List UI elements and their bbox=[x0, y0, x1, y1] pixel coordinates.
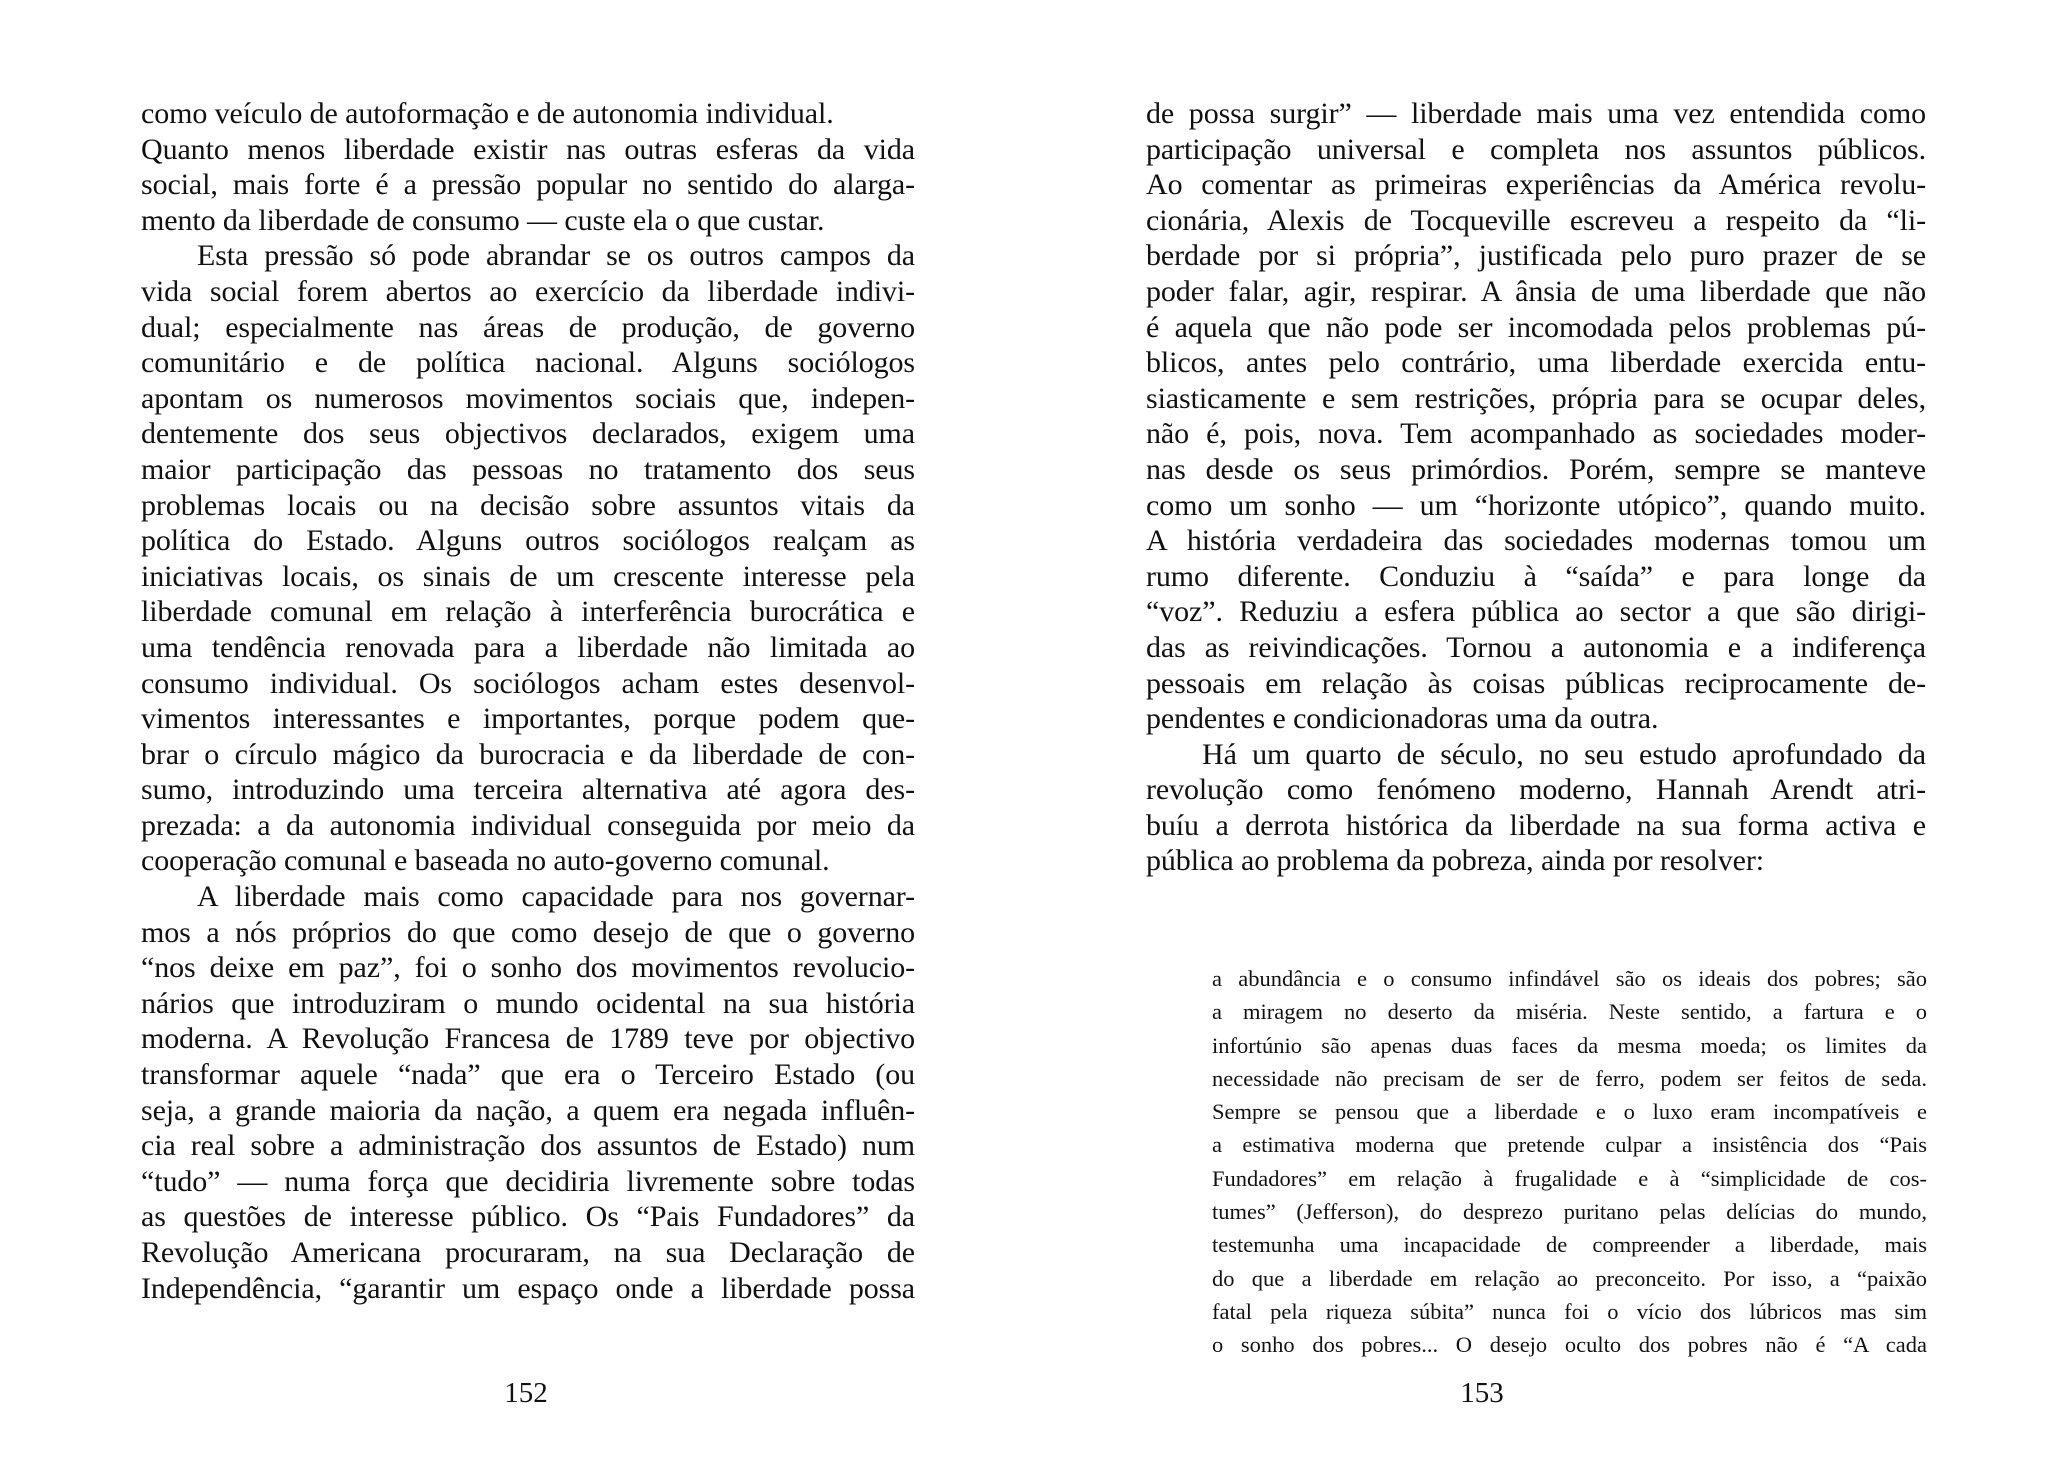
text-line: cia real sobre a administração dos assuntos de Estado) num bbox=[141, 1129, 915, 1163]
text-line: cionária, Alexis de Tocqueville escreveu a respeito da “li- bbox=[1146, 203, 1926, 237]
text-line: é aquela que não pode ser incomodada pelos problemas pú- bbox=[1146, 310, 1926, 344]
text-line: brar o círculo mágico da burocracia e da liberdade de con- bbox=[141, 737, 915, 771]
quote-line: testemunha uma incapacidade de compreender a liberdade, mais bbox=[1212, 1232, 1927, 1258]
text-line: mento da liberdade de consumo — custe ela o que custar. bbox=[141, 203, 825, 237]
text-line: vida social forem abertos ao exercício da liberdade indivi- bbox=[141, 274, 915, 308]
text-line: sumo, introduzindo uma terceira alternativa até agora des- bbox=[141, 773, 915, 807]
text-line: dual; especialmente nas áreas de produção, de governo bbox=[141, 310, 915, 344]
text-line: siasticamente e sem restrições, própria para se ocupar deles, bbox=[1146, 381, 1926, 415]
text-line: pública ao problema da pobreza, ainda por resolver: bbox=[1146, 844, 1764, 878]
text-line: blicos, antes pelo contrário, uma liberdade exercida entu- bbox=[1146, 346, 1926, 380]
text-line: não é, pois, nova. Tem acompanhado as sociedades moder- bbox=[1146, 417, 1926, 451]
text-line: buíu a derrota histórica da liberdade na sua forma activa e bbox=[1146, 808, 1926, 842]
text-line: apontam os numerosos movimentos sociais que, indepen- bbox=[141, 381, 915, 415]
text-line: uma tendência renovada para a liberdade não limitada ao bbox=[141, 630, 915, 664]
text-line: as questões de interesse público. Os “Pais Fundadores” da bbox=[141, 1200, 915, 1234]
block-quote bbox=[1212, 962, 1927, 1362]
text-line: Independência, “garantir um espaço onde a liberdade possa bbox=[141, 1271, 915, 1305]
text-line: participação universal e completa nos assuntos públicos. bbox=[1146, 132, 1926, 166]
right-page-text bbox=[1146, 96, 1926, 879]
quote-line: o sonho dos pobres... O desejo oculto dos pobres não é “A cada bbox=[1212, 1332, 1927, 1358]
text-line: mos a nós próprios do que como desejo de que o governo bbox=[141, 915, 915, 949]
text-line: transformar aquele “nada” que era o Terceiro Estado (ou bbox=[141, 1058, 915, 1092]
text-line: pessoais em relação às coisas públicas reciprocamente de- bbox=[1146, 666, 1926, 700]
text-line: social, mais forte é a pressão popular no sentido do alarga- bbox=[141, 168, 915, 202]
text-line: prezada: a da autonomia individual conseguida por meio da bbox=[141, 808, 915, 842]
text-line: das as reivindicações. Tornou a autonomia e a indiferença bbox=[1146, 630, 1926, 664]
text-line: revolução como fenómeno moderno, Hannah Arendt atri- bbox=[1146, 773, 1926, 807]
text-line: consumo individual. Os sociólogos acham estes desenvol- bbox=[141, 666, 915, 700]
quote-line: tumes” (Jefferson), do desprezo puritano pelas delícias do mundo, bbox=[1212, 1199, 1927, 1225]
text-line: seja, a grande maioria da nação, a quem era negada influên- bbox=[141, 1093, 915, 1127]
text-line: nários que introduziram o mundo ocidental na sua história bbox=[141, 986, 915, 1020]
quote-line: do que a liberdade em relação ao preconceito. Por isso, a “paixão bbox=[1212, 1265, 1927, 1291]
text-line: problemas locais ou na decisão sobre assuntos vitais da bbox=[141, 488, 915, 522]
text-line: Ao comentar as primeiras experiências da América revolu- bbox=[1146, 168, 1926, 202]
page-number-right: 153 bbox=[1460, 1377, 1504, 1409]
text-line: de possa surgir” — liberdade mais uma vez entendida como bbox=[1146, 97, 1926, 130]
text-line: pendentes e condicionadoras uma da outra. bbox=[1146, 702, 1659, 736]
text-line: vimentos interessantes e importantes, porque podem que- bbox=[141, 702, 915, 736]
text-line: A liberdade mais como capacidade para nos governar- bbox=[197, 880, 915, 914]
quote-line: Sempre se pensou que a liberdade e o luxo eram incompatíveis e bbox=[1212, 1099, 1927, 1125]
quote-line: a estimativa moderna que pretende culpar a insistência dos “Pais bbox=[1212, 1132, 1927, 1158]
text-line: Há um quarto de século, no seu estudo aprofundado da bbox=[1202, 737, 1926, 771]
quote-line: infortúnio são apenas duas faces da mesma moeda; os limites da bbox=[1212, 1032, 1927, 1058]
text-line: “voz”. Reduziu a esfera pública ao sector a que são dirigi- bbox=[1146, 595, 1926, 629]
text-line: rumo diferente. Conduziu à “saída” e para longe da bbox=[1146, 559, 1926, 593]
text-line: comunitário e de política nacional. Alguns sociólogos bbox=[141, 346, 915, 380]
quote-line: a abundância e o consumo infindável são os ideais dos pobres; são bbox=[1212, 966, 1927, 991]
text-line: Esta pressão só pode abrandar se os outros campos da bbox=[197, 239, 915, 273]
text-line: como veículo de autoformação e de autonomia individual. bbox=[141, 97, 834, 130]
text-line: maior participação das pessoas no tratamento dos seus bbox=[141, 452, 915, 486]
page-number-left: 152 bbox=[504, 1377, 548, 1409]
text-line: “nos deixe em paz”, foi o sonho dos movimentos revolucio- bbox=[141, 951, 915, 985]
left-page-text bbox=[141, 96, 915, 1306]
text-line: iniciativas locais, os sinais de um crescente interesse pela bbox=[141, 559, 915, 593]
text-line: berdade por si própria”, justificada pelo puro prazer de se bbox=[1146, 239, 1926, 273]
quote-line: fatal pela riqueza súbita” nunca foi o vício dos lúbricos mas sim bbox=[1212, 1298, 1927, 1324]
right-page bbox=[1024, 0, 2048, 1469]
text-line: Quanto menos liberdade existir nas outras esferas da vida bbox=[141, 132, 915, 166]
text-line: liberdade comunal em relação à interferência burocrática e bbox=[141, 595, 915, 629]
quote-line: necessidade não precisam de ser de ferro, podem ser feitos de seda. bbox=[1212, 1065, 1927, 1091]
text-line: moderna. A Revolução Francesa de 1789 teve por objectivo bbox=[141, 1022, 915, 1056]
text-line: política do Estado. Alguns outros sociólogos realçam as bbox=[141, 524, 915, 558]
text-line: A história verdadeira das sociedades modernas tomou um bbox=[1146, 524, 1926, 558]
text-line: como um sonho — um “horizonte utópico”, quando muito. bbox=[1146, 488, 1926, 522]
text-line: “tudo” — numa força que decidiria livremente sobre todas bbox=[141, 1164, 915, 1198]
text-line: Revolução Americana procuraram, na sua Declaração de bbox=[141, 1236, 915, 1269]
text-line: poder falar, agir, respirar. A ânsia de uma liberdade que não bbox=[1146, 274, 1926, 308]
text-line: nas desde os seus primórdios. Porém, sempre se manteve bbox=[1146, 452, 1926, 486]
text-line: dentemente dos seus objectivos declarados, exigem uma bbox=[141, 417, 915, 451]
text-line: cooperação comunal e baseada no auto-governo comunal. bbox=[141, 844, 830, 878]
quote-line: a miragem no deserto da miséria. Neste sentido, a fartura e o bbox=[1212, 999, 1927, 1025]
quote-line: Fundadores” em relação à frugalidade e à “simplicidade de cos- bbox=[1212, 1165, 1927, 1191]
